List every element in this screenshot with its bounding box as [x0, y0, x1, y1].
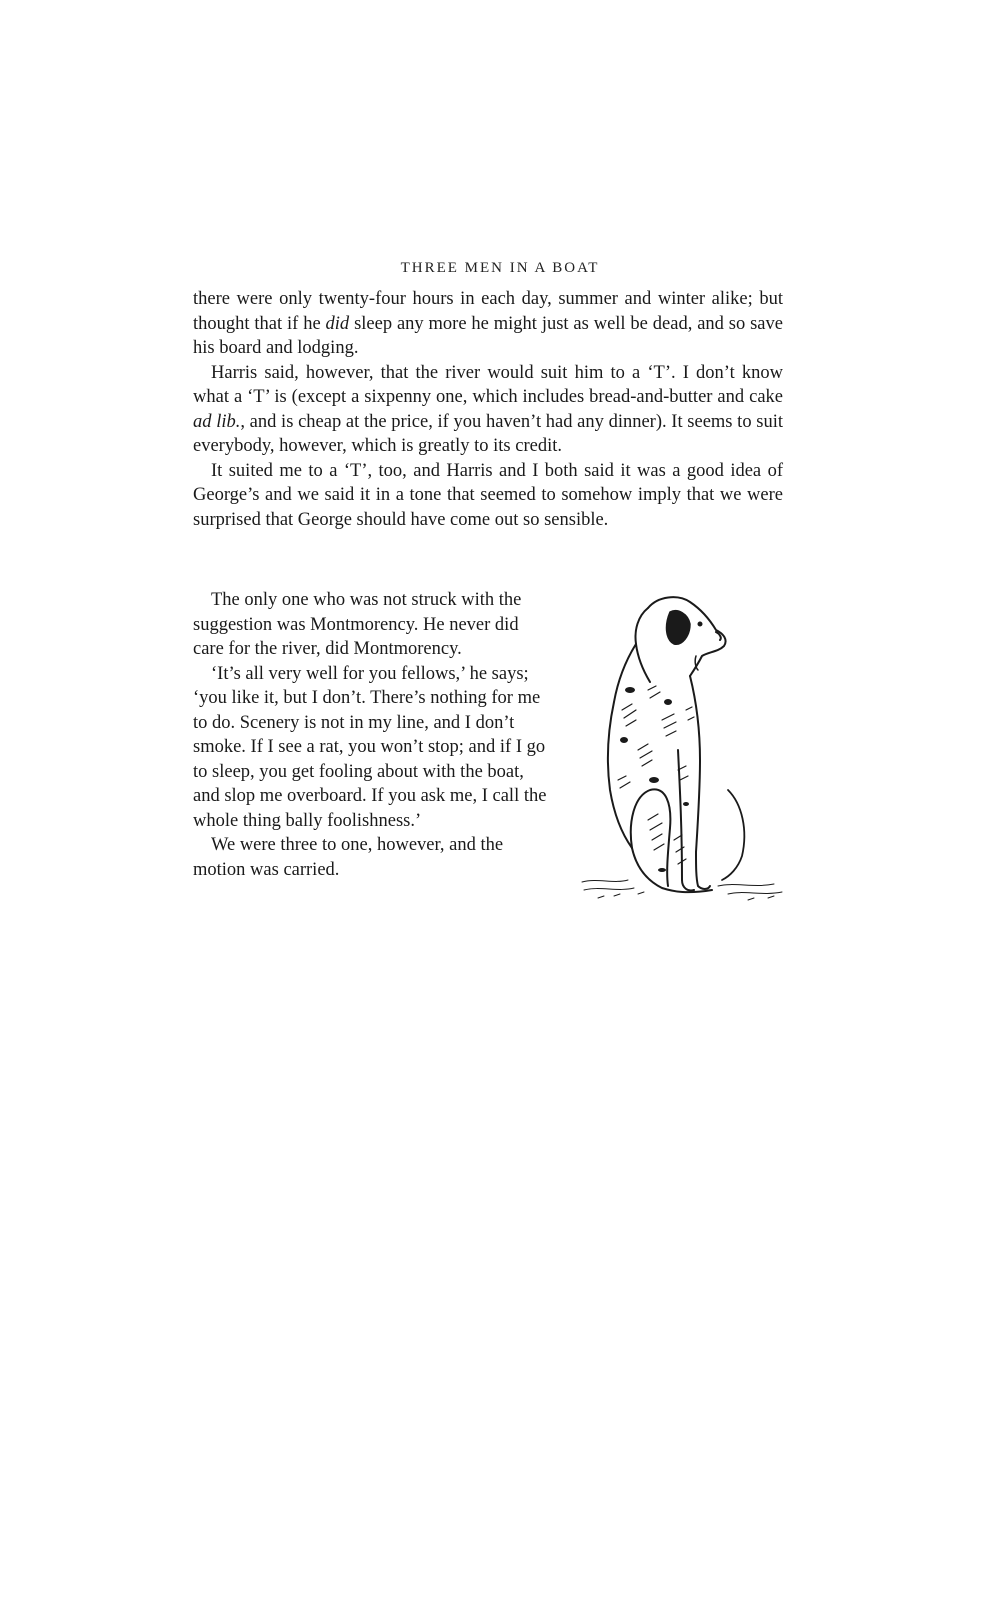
body-text-wrapped: [193, 588, 553, 882]
paragraph-2: Harris said, however, that the river would suit him to a ‘T’. I don’t know what a ‘T’ is (except a sixpenny one, which includes bread-and-butter and cake ad lib., and is cheap at the price, if you haven’t had any dinner). It seems to suit everybody, however, which is greatly to its credit.: [193, 362, 783, 456]
paragraph-3: It suited me to a ‘T’, too, and Harris and I both said it was a good idea of George’s and we said it in a tone that seemed to somehow imply that we were surprised that George should have come out so sensible.: [193, 460, 783, 530]
paragraph-4: The only one who was not struck with the suggestion was Montmorency. He never did care for the river, did Montmorency.: [193, 590, 522, 659]
paragraph-5: ‘It’s all very well for you fellows,’ he says; ‘you like it, but I don’t. There’s nothing for me to do. Scenery is not in my line, and I don’t smoke. If I see a rat, you won’t stop; and if I go to sleep, you get fooling about with the boat, and slop me overboard. If you ask me, I call the whole thing bally foolishness.’: [193, 663, 547, 831]
running-head: THREE MEN IN A BOAT: [400, 260, 600, 276]
paragraph-6: We were three to one, however, and the motion was carried.: [193, 835, 504, 880]
paragraph-1: there were only twenty-four hours in each day, summer and winter alike; but thought that if he did sleep any more he might just as well be dead, and so save his board and lodging.: [193, 289, 783, 358]
body-text-upper: [193, 287, 783, 532]
sitting-dog-illustration: [578, 590, 788, 920]
